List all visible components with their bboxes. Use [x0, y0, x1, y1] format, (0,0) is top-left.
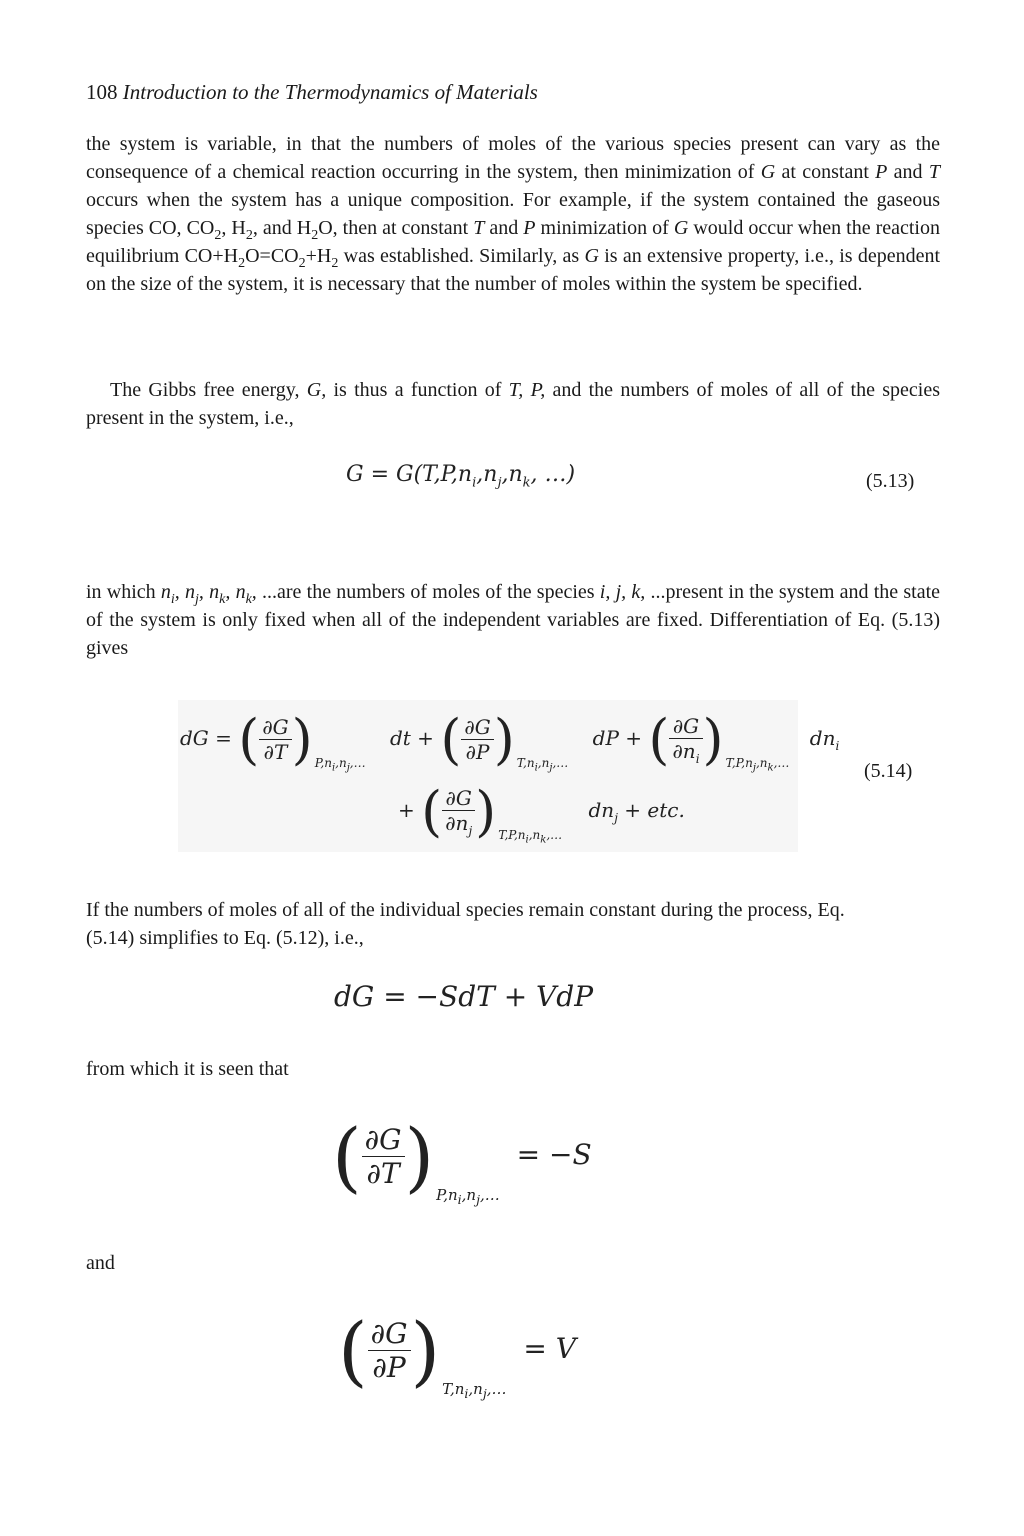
- paragraph-5: from which it is seen that: [86, 1058, 289, 1080]
- paragraph-2: The Gibbs free energy, G, is thus a function of T, P, and the numbers of moles of all of the species present in the system, i.e.,: [86, 379, 940, 429]
- equation-dG-dT: ( $\frac{\partial G}{\partial T}$ ) $P,n_i,n_j,\dots = -S$: [332, 1112, 592, 1207]
- paragraph-1: the system is variable, in that the numbers of moles of the various species present can vary as the consequence of a chemical reaction occurring in the system, then minimization of G at constant P and T occurs when the system has a unique composition. For example, if the system contained the gaseous species CO, $CO_2$, $H_2$, and $H_2O$, then at constant T and P minimization of G would occur when the reaction equilibrium $CO+H_2O=CO_2+H_2$ was established. Similarly, as G is an extensive property, i.e., is dependent on the size of the system, it is necessary that the number of moles within the system be specified.: [86, 133, 941, 295]
- equation-5-14-line-2: + ( $\frac{\partial G}{\partial n_j}$ ) $T,P,n_i,n_k,\dots$ $dn_j$ + etc.: [398, 780, 685, 846]
- equation-5-12: dG = −SdT + VdP: [334, 980, 594, 1013]
- running-header: [86, 80, 538, 105]
- equation-number-5-13: (5.13): [866, 470, 915, 492]
- equation-dG-dP: ( $\frac{\partial G}{\partial P}$ ) $T,n_i,n_j,\dots = V$: [338, 1306, 577, 1401]
- page-number: 108: [86, 80, 118, 104]
- book-title: Introduction to the Thermodynamics of Materials: [122, 80, 538, 104]
- equation-number-5-14: (5.14): [864, 760, 913, 782]
- paragraph-6: and: [86, 1252, 115, 1274]
- paragraph-3: in which $n_i$, $n_j$, $n_k$, $n_k$, ...are the numbers of moles of the species i, j, k, ...present in the system and the state of the system is only fixed when all of the independent variables are fixed. Differentiation of Eq. (5.13) gives: [86, 581, 941, 659]
- paragraph-4: If the numbers of moles of all of the individual species remain constant during the process, Eq. (5.14) simplifies to Eq. (5.12), i.e.,: [86, 899, 845, 949]
- equation-5-14-line-1: dG = ( $\frac{\partial G}{\partial T}$ ) $P,n_i,n_j,\dots$ dt + ( $\frac{\partial G}{\partial P}$ ) $T,n_i,n_j,\dots$ dP + ( $\frac{\partial G}{\partial n_i}$ ) $T,P,n_j,n_k,\dots$ $dn_i$: [180, 708, 840, 774]
- equation-5-13: $G = G(T,P,n_i,n_j,n_k$, …): [346, 462, 576, 491]
